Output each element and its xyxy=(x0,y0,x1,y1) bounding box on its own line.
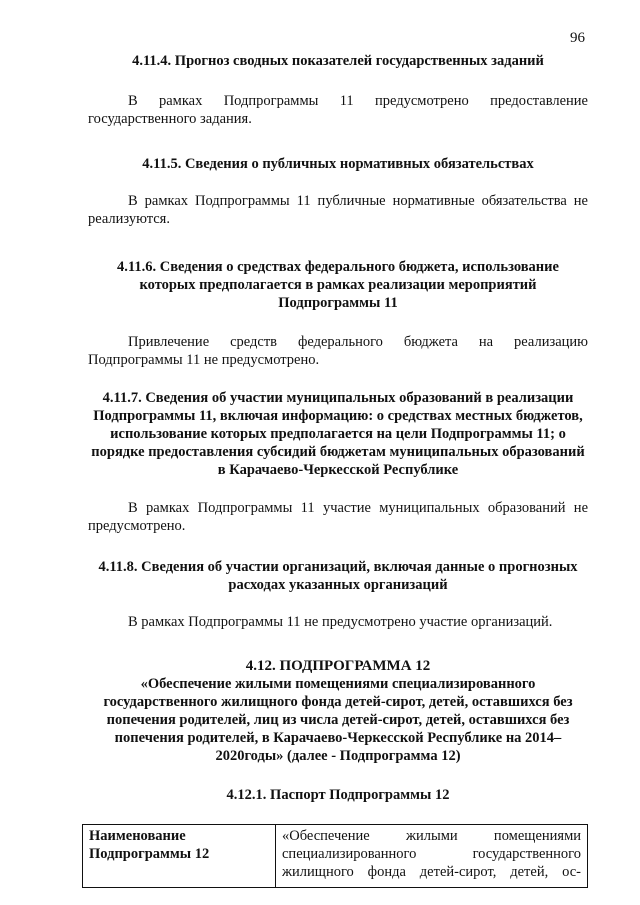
document-body xyxy=(88,52,588,888)
section-heading-4-12-1: 4.12.1. Паспорт Подпрограммы 12 xyxy=(226,787,450,803)
table-cell-value xyxy=(276,825,588,888)
table-cell-label: Наименование Подпрограммы 12 xyxy=(83,825,276,888)
section-text-4-11-4: В рамках Подпрограммы 11 предусмотрено предоставление государственного задания. xyxy=(88,93,588,127)
subprogram-12-title: «Обеспечение жилыми помещениями специализированного государственного жилищного фонда детей-сирот, детей, оставшихся без попечения родителей, лиц из числа детей-сирот, детей, оставшихся без попечения родителей, в Карачаево-Черкесской Республике на 2014–2020годы» (далее - Подпрограмма 12) xyxy=(103,676,573,764)
section-heading-4-11-7: 4.11.7. Сведения об участии муниципальных образований в реализации Подпрограммы 11, включая информацию: о средствах местных бюджетов, использование которых предполагается на цели Подпрограммы 11; о порядке предоставления субсидий бюджетам муниципальных образований в Карачаево-Черкесской Республике xyxy=(91,390,585,478)
section-text-4-11-8: В рамках Подпрограммы 11 не предусмотрено участие организаций. xyxy=(128,614,553,630)
page-number: 96 xyxy=(570,30,585,46)
section-text-4-11-7: В рамках Подпрограммы 11 участие муниципальных образований не предусмотрено. xyxy=(88,500,588,534)
passport-table xyxy=(82,824,588,888)
section-heading-4-11-5: 4.11.5. Сведения о публичных нормативных обязательствах xyxy=(142,156,534,172)
section-heading-4-11-8: 4.11.8. Сведения об участии организаций, включая данные о прогнозных расходах указанных организаций xyxy=(98,559,578,593)
table-cell-value-text: «Обеспечение жилыми помещениями специализированного государственного жилищного фонда детей-сирот, детей, ос- xyxy=(282,828,581,880)
section-text-4-11-6: Привлечение средств федерального бюджета на реализацию Подпрограммы 11 не предусмотрено. xyxy=(88,334,588,368)
table-row xyxy=(83,825,588,888)
section-text-4-11-5: В рамках Подпрограммы 11 публичные нормативные обязательства не реализуются. xyxy=(88,193,588,227)
section-heading-4-11-4: 4.11.4. Прогноз сводных показателей государственных заданий xyxy=(132,53,544,69)
subprogram-12-heading: 4.12. ПОДПРОГРАММА 12 xyxy=(245,658,431,674)
section-heading-4-11-6: 4.11.6. Сведения о средствах федерального бюджета, использование которых предполагается в рамках реализации мероприятий Подпрограммы 11 xyxy=(117,259,559,311)
